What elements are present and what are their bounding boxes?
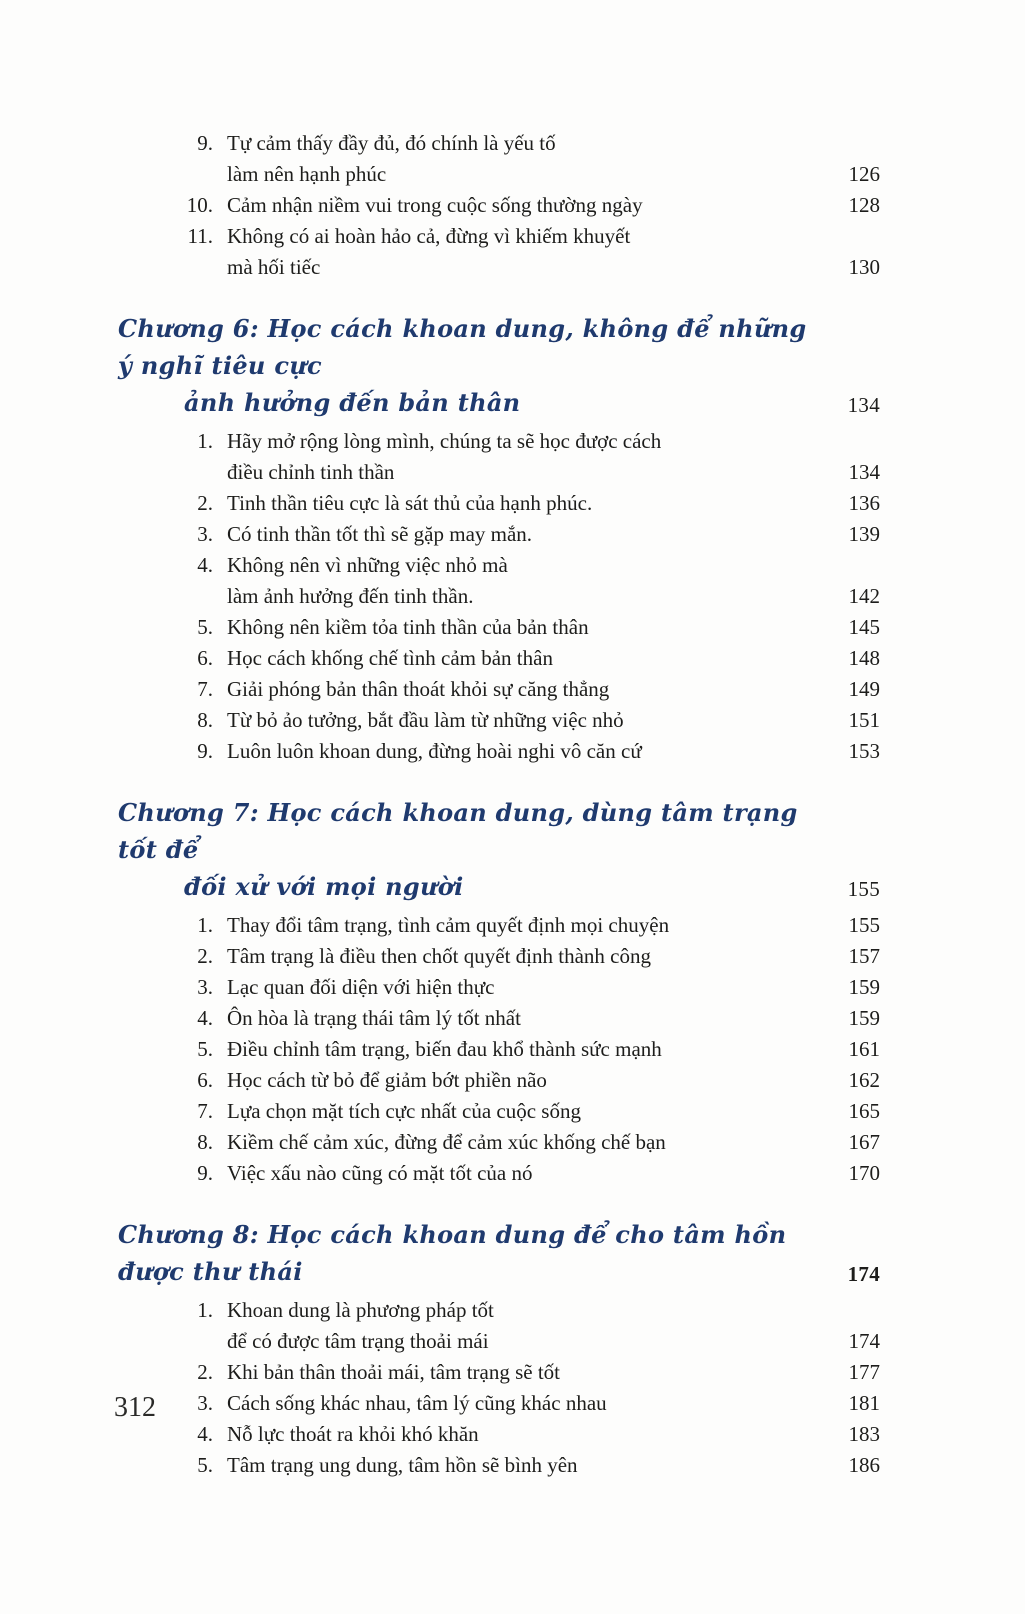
- toc-section: [118, 128, 880, 283]
- toc-item: [118, 190, 880, 221]
- item-title-line: làm nên hạnh phúc: [227, 162, 387, 186]
- item-title: [227, 221, 824, 283]
- item-title-line: Tâm trạng ung dung, tâm hồn sẽ bình yên: [227, 1453, 578, 1477]
- item-page-number: 155: [848, 913, 880, 937]
- item-number: 2.: [197, 491, 213, 515]
- item-title-line: Nỗ lực thoát ra khỏi khó khăn: [227, 1422, 479, 1446]
- item-number: 2.: [197, 944, 213, 968]
- toc-item: [118, 1388, 880, 1419]
- item-page-number: 181: [848, 1391, 880, 1415]
- item-page-number: 128: [848, 193, 880, 217]
- chapter-heading-line: ảnh hưởng đến bản thân: [184, 388, 521, 417]
- item-number: 5.: [197, 1453, 213, 1477]
- item-number: 3.: [197, 975, 213, 999]
- toc-section: [118, 1216, 880, 1481]
- toc-item: [118, 128, 880, 190]
- item-title-line: Việc xấu nào cũng có mặt tốt của nó: [227, 1161, 533, 1185]
- item-title-line: để có được tâm trạng thoải mái: [227, 1329, 489, 1353]
- item-number: 3.: [197, 522, 213, 546]
- item-title: [227, 705, 824, 736]
- item-title: [227, 941, 824, 972]
- item-title: [227, 643, 824, 674]
- item-title: [227, 550, 824, 612]
- item-page-number: 165: [848, 1099, 880, 1123]
- item-page-number: 159: [848, 975, 880, 999]
- item-number: 5.: [197, 615, 213, 639]
- toc-item: [118, 1158, 880, 1189]
- item-page-number: 174: [848, 1329, 880, 1353]
- toc-item: [118, 426, 880, 488]
- item-title-line: làm ảnh hưởng đến tinh thần.: [227, 584, 474, 608]
- item-title: [227, 674, 824, 705]
- item-page-number: 130: [848, 255, 880, 279]
- item-number: 10.: [186, 193, 213, 217]
- item-number: 11.: [187, 224, 213, 248]
- item-page-number: 157: [848, 944, 880, 968]
- chapter-page-number: 134: [847, 393, 880, 417]
- toc-item: [118, 612, 880, 643]
- toc-item: [118, 972, 880, 1003]
- item-title-line: Lựa chọn mặt tích cực nhất của cuộc sống: [227, 1099, 581, 1123]
- toc-item: [118, 1003, 880, 1034]
- chapter-heading-line: Chương 8: Học cách khoan dung để cho tâm hồn được thư thái: [118, 1220, 787, 1286]
- item-number: 8.: [197, 708, 213, 732]
- item-title: [227, 1419, 824, 1450]
- item-title: [227, 1065, 824, 1096]
- item-page-number: 148: [848, 646, 880, 670]
- item-page-number: 145: [848, 615, 880, 639]
- item-page-number: 153: [848, 739, 880, 763]
- item-number: 9.: [197, 131, 213, 155]
- item-number: 3.: [197, 1391, 213, 1415]
- item-title: [227, 128, 824, 190]
- toc-section: [118, 794, 880, 1189]
- item-title: [227, 1158, 824, 1189]
- item-number: 4.: [197, 1006, 213, 1030]
- item-page-number: 139: [848, 522, 880, 546]
- item-title: [227, 972, 824, 1003]
- toc-item: [118, 488, 880, 519]
- chapter-heading: [118, 310, 880, 421]
- table-of-contents: [118, 128, 880, 1481]
- item-title-line: Hãy mở rộng lòng mình, chúng ta sẽ học được cách: [227, 429, 662, 453]
- item-title: [227, 1003, 824, 1034]
- item-title: [227, 612, 824, 643]
- item-page-number: 162: [848, 1068, 880, 1092]
- chapter-heading-line: Chương 7: Học cách khoan dung, dùng tâm trạng tốt để: [118, 798, 798, 864]
- item-title-line: Điều chỉnh tâm trạng, biến đau khổ thành sức mạnh: [227, 1037, 662, 1061]
- item-title-line: Không nên vì những việc nhỏ mà: [227, 553, 508, 577]
- toc-item: [118, 941, 880, 972]
- item-title-line: điều chỉnh tinh thần: [227, 460, 395, 484]
- item-number: 7.: [197, 677, 213, 701]
- toc-item: [118, 1419, 880, 1450]
- item-page-number: 151: [848, 708, 880, 732]
- item-title-line: Có tinh thần tốt thì sẽ gặp may mắn.: [227, 522, 533, 546]
- item-number: 4.: [197, 1422, 213, 1446]
- item-number: 9.: [197, 1161, 213, 1185]
- item-title: [227, 190, 824, 221]
- item-page-number: 134: [848, 460, 880, 484]
- item-title: [227, 1127, 824, 1158]
- item-page-number: 186: [848, 1453, 880, 1477]
- item-title-line: Khoan dung là phương pháp tốt: [227, 1298, 494, 1322]
- item-number: 9.: [197, 739, 213, 763]
- item-title: [227, 1096, 824, 1127]
- item-page-number: 159: [848, 1006, 880, 1030]
- item-title-line: Tự cảm thấy đầy đủ, đó chính là yếu tố: [227, 131, 556, 155]
- item-page-number: 167: [848, 1130, 880, 1154]
- toc-item: [118, 221, 880, 283]
- item-title-line: Học cách khống chế tình cảm bản thân: [227, 646, 553, 670]
- toc-item: [118, 519, 880, 550]
- toc-item: [118, 1127, 880, 1158]
- toc-item: [118, 736, 880, 767]
- footer-page-number: 312: [114, 1392, 156, 1423]
- item-title-line: Từ bỏ ảo tưởng, bắt đầu làm từ những việc nhỏ: [227, 708, 624, 732]
- toc-item: [118, 1295, 880, 1357]
- item-title: [227, 519, 824, 550]
- item-title-line: Lạc quan đối diện với hiện thực: [227, 975, 495, 999]
- toc-item: [118, 1357, 880, 1388]
- item-title-line: Kiềm chế cảm xúc, đừng để cảm xúc khống chế bạn: [227, 1130, 666, 1154]
- item-title: [227, 1388, 824, 1419]
- chapter-heading-line: Chương 6: Học cách khoan dung, không để những ý nghĩ tiêu cực: [118, 314, 807, 380]
- item-number: 4.: [197, 553, 213, 577]
- chapter-heading-text: [118, 794, 824, 905]
- item-title-line: Học cách từ bỏ để giảm bớt phiền não: [227, 1068, 547, 1092]
- item-page-number: 183: [848, 1422, 880, 1446]
- toc-item: [118, 1034, 880, 1065]
- item-title-line: Không nên kiềm tỏa tinh thần của bản thân: [227, 615, 589, 639]
- item-title: [227, 910, 824, 941]
- item-number: 1.: [197, 913, 213, 937]
- item-number: 7.: [197, 1099, 213, 1123]
- item-number: 8.: [197, 1130, 213, 1154]
- item-page-number: 136: [848, 491, 880, 515]
- chapter-heading: [118, 1216, 880, 1290]
- toc-item: [118, 705, 880, 736]
- chapter-page-number: 174: [847, 1262, 880, 1286]
- item-title-line: mà hối tiếc: [227, 255, 321, 279]
- toc-item: [118, 1450, 880, 1481]
- item-title-line: Ôn hòa là trạng thái tâm lý tốt nhất: [227, 1006, 521, 1030]
- item-title-line: Tinh thần tiêu cực là sát thủ của hạnh phúc.: [227, 491, 593, 515]
- item-title-line: Thay đổi tâm trạng, tình cảm quyết định mọi chuyện: [227, 913, 670, 937]
- item-page-number: 161: [848, 1037, 880, 1061]
- toc-item: [118, 1065, 880, 1096]
- item-title: [227, 1034, 824, 1065]
- item-number: 2.: [197, 1360, 213, 1384]
- toc-item: [118, 910, 880, 941]
- item-title-line: Khi bản thân thoải mái, tâm trạng sẽ tốt: [227, 1360, 561, 1384]
- item-title-line: Giải phóng bản thân thoát khỏi sự căng thẳng: [227, 677, 610, 701]
- item-title-line: Cảm nhận niềm vui trong cuộc sống thường ngày: [227, 193, 643, 217]
- item-title: [227, 426, 824, 488]
- toc-item: [118, 643, 880, 674]
- item-title-line: Tâm trạng là điều then chốt quyết định thành công: [227, 944, 651, 968]
- item-page-number: 126: [848, 162, 880, 186]
- item-title-line: Không có ai hoàn hảo cả, đừng vì khiếm khuyết: [227, 224, 631, 248]
- chapter-heading-text: [118, 1216, 824, 1290]
- chapter-heading-text: [118, 310, 824, 421]
- item-title-line: Luôn luôn khoan dung, đừng hoài nghi vô căn cứ: [227, 739, 642, 763]
- item-number: 1.: [197, 429, 213, 453]
- chapter-heading-line: đối xử với mọi người: [184, 872, 464, 901]
- item-page-number: 177: [848, 1360, 880, 1384]
- item-number: 1.: [197, 1298, 213, 1322]
- toc-item: [118, 550, 880, 612]
- item-title-line: Cách sống khác nhau, tâm lý cũng khác nhau: [227, 1391, 607, 1415]
- item-title: [227, 1450, 824, 1481]
- item-title: [227, 488, 824, 519]
- chapter-page-number: 155: [847, 877, 880, 901]
- item-title: [227, 736, 824, 767]
- item-page-number: 142: [848, 584, 880, 608]
- item-title: [227, 1357, 824, 1388]
- item-number: 6.: [197, 646, 213, 670]
- toc-item: [118, 1096, 880, 1127]
- item-number: 6.: [197, 1068, 213, 1092]
- chapter-heading: [118, 794, 880, 905]
- toc-section: [118, 310, 880, 767]
- item-title: [227, 1295, 824, 1357]
- toc-item: [118, 674, 880, 705]
- item-page-number: 149: [848, 677, 880, 701]
- item-page-number: 170: [848, 1161, 880, 1185]
- item-number: 5.: [197, 1037, 213, 1061]
